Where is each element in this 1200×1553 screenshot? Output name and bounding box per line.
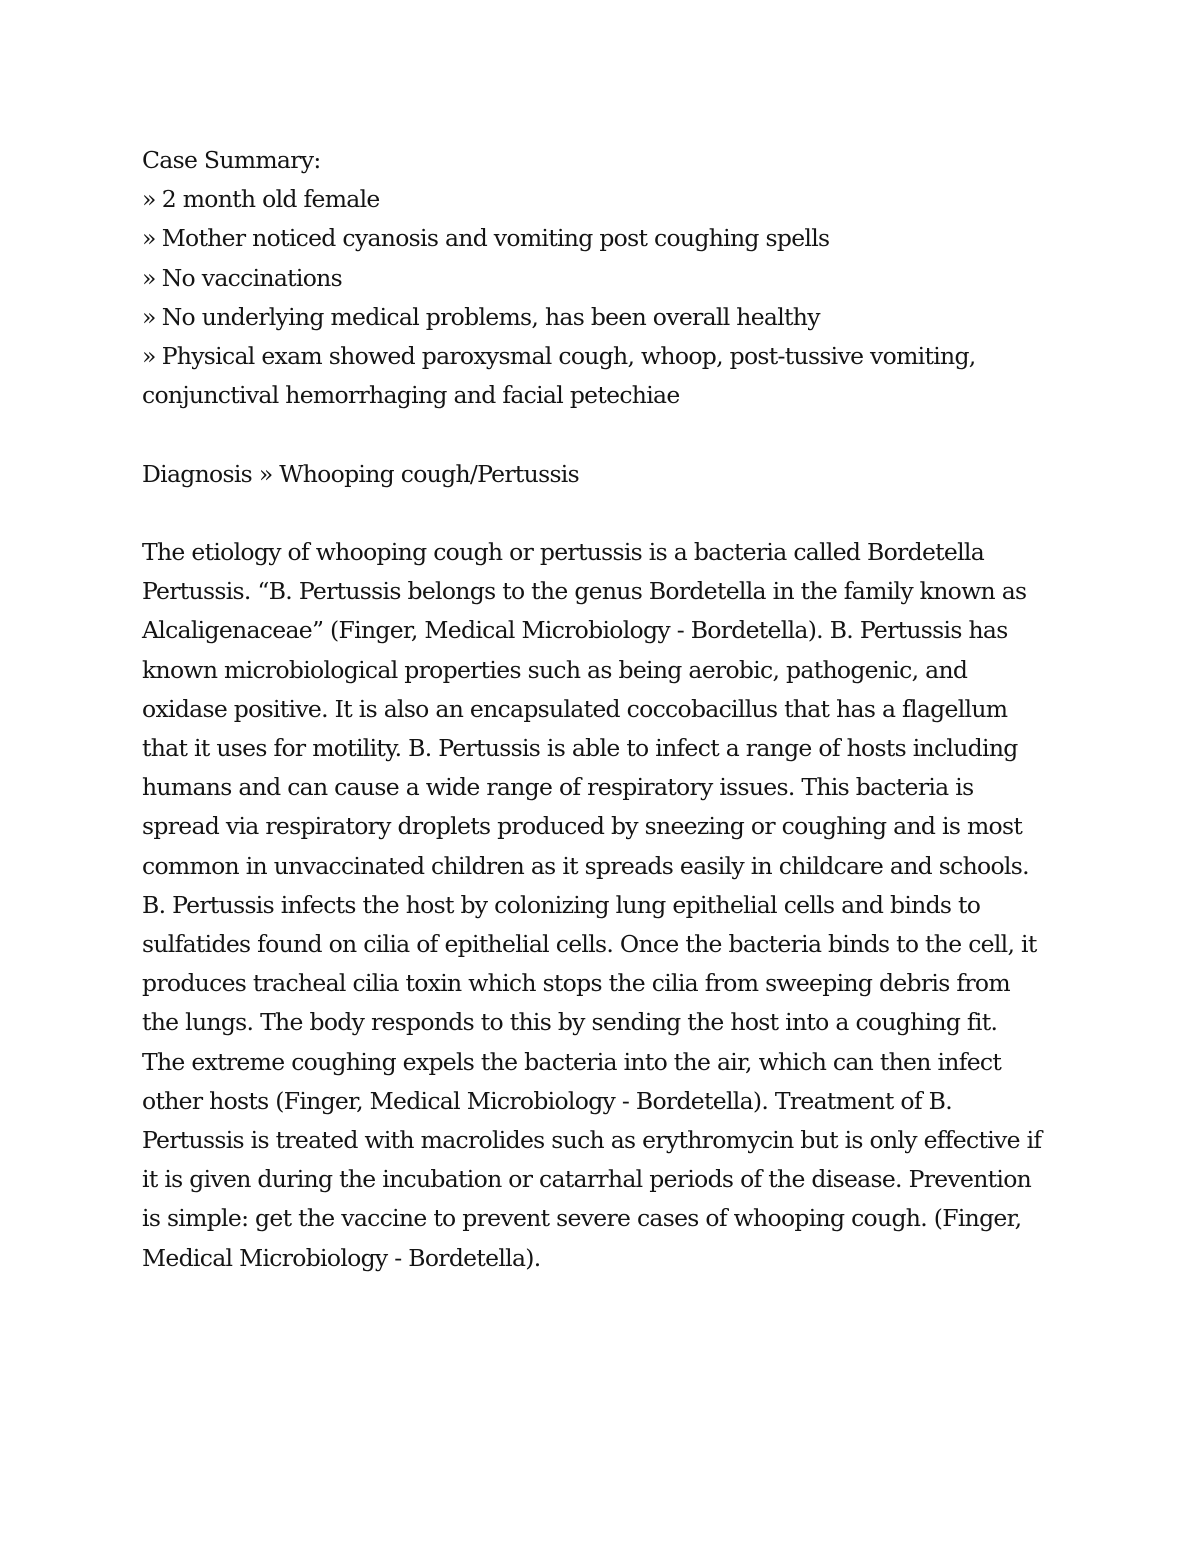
diagnosis-glyph: » (258, 459, 273, 488)
paragraph-line: spread via respiratory droplets produced by sneezing or coughing and is most (142, 812, 1023, 841)
paragraph-line: sulfatides found on cilia of epithelial cells. Once the bacteria binds to the cell, it (142, 930, 1037, 959)
bullet-glyph: » (142, 185, 156, 214)
paragraph-line: Medical Microbiology - Bordetella). (142, 1243, 541, 1272)
case-item-line (142, 298, 1072, 337)
paragraph-spacer (142, 415, 1072, 454)
case-item-medical-problems (142, 298, 1072, 337)
paragraph-line: The etiology of whooping cough or pertussis is a bacteria called Bordetella (142, 538, 985, 566)
case-item-text: No vaccinations (161, 263, 342, 292)
paragraph-line: it is given during the incubation or catarrhal periods of the disease. Prevention (142, 1165, 1032, 1194)
case-item-line (142, 180, 1072, 219)
paragraph-line: The extreme coughing expels the bacteria into the air, which can then infect (142, 1047, 1002, 1076)
case-item-line-continued: conjunctival hemorrhaging and facial petechiae (142, 381, 680, 410)
case-summary-list (142, 180, 1072, 415)
paragraph-line: B. Pertussis infects the host by colonizing lung epithelial cells and binds to (142, 890, 981, 919)
diagnosis-value: Whooping cough/Pertussis (279, 459, 579, 488)
bullet-glyph: » (142, 302, 156, 331)
paragraph-line: other hosts (Finger, Medical Microbiology - Bordetella). Treatment of B. (142, 1086, 952, 1115)
bullet-glyph: » (142, 263, 156, 292)
case-item-text: Mother noticed cyanosis and vomiting post coughing spells (161, 224, 830, 253)
case-item-mother-noticed (142, 219, 1072, 258)
paragraph-line: known microbiological properties such as being aerobic, pathogenic, and (142, 655, 968, 684)
paragraph-line: Pertussis is treated with macrolides such as erythromycin but is only effective if (142, 1126, 1042, 1155)
bullet-glyph: » (142, 342, 156, 371)
case-item-line (142, 259, 1072, 298)
paragraph-spacer (142, 494, 1072, 533)
case-item-age (142, 180, 1072, 219)
case-item-line (142, 219, 1072, 258)
document-body (142, 141, 1072, 1278)
case-summary-section (142, 141, 1072, 415)
bullet-glyph: » (142, 224, 156, 253)
paragraph-line: produces tracheal cilia toxin which stops the cilia from sweeping debris from (142, 969, 1010, 998)
case-item-text: No underlying medical problems, has been overall healthy (161, 302, 820, 331)
paragraph-line: is simple: get the vaccine to prevent severe cases of whooping cough. (Finger, (142, 1204, 1022, 1233)
paragraph-line: common in unvaccinated children as it spreads easily in childcare and schools. (142, 851, 1029, 880)
case-item-line (142, 337, 1072, 376)
paragraph-line: oxidase positive. It is also an encapsulated coccobacillus that has a flagellum (142, 694, 1008, 723)
case-item-vaccinations (142, 259, 1072, 298)
paragraph-line: Alcaligenaceae” (Finger, Medical Microbiology - Bordetella). B. Pertussis has (142, 616, 1008, 645)
case-item-text: 2 month old female (161, 185, 380, 214)
paragraph-line: humans and can cause a wide range of respiratory issues. This bacteria is (142, 773, 974, 802)
paragraph-line: that it uses for motility. B. Pertussis is able to infect a range of hosts including (142, 734, 1018, 763)
etiology-paragraph (142, 533, 1072, 1278)
paragraph-line: the lungs. The body responds to this by sending the host into a coughing fit. (142, 1008, 998, 1037)
paragraph-line: Pertussis. “B. Pertussis belongs to the genus Bordetella in the family known as (142, 577, 1027, 606)
case-item-physical-exam (142, 337, 1072, 415)
case-item-text: Physical exam showed paroxysmal cough, whoop, post-tussive vomiting, (161, 342, 976, 371)
case-summary-heading: Case Summary: (142, 146, 321, 174)
diagnosis-label: Diagnosis (142, 459, 253, 488)
diagnosis-line (142, 455, 1072, 494)
